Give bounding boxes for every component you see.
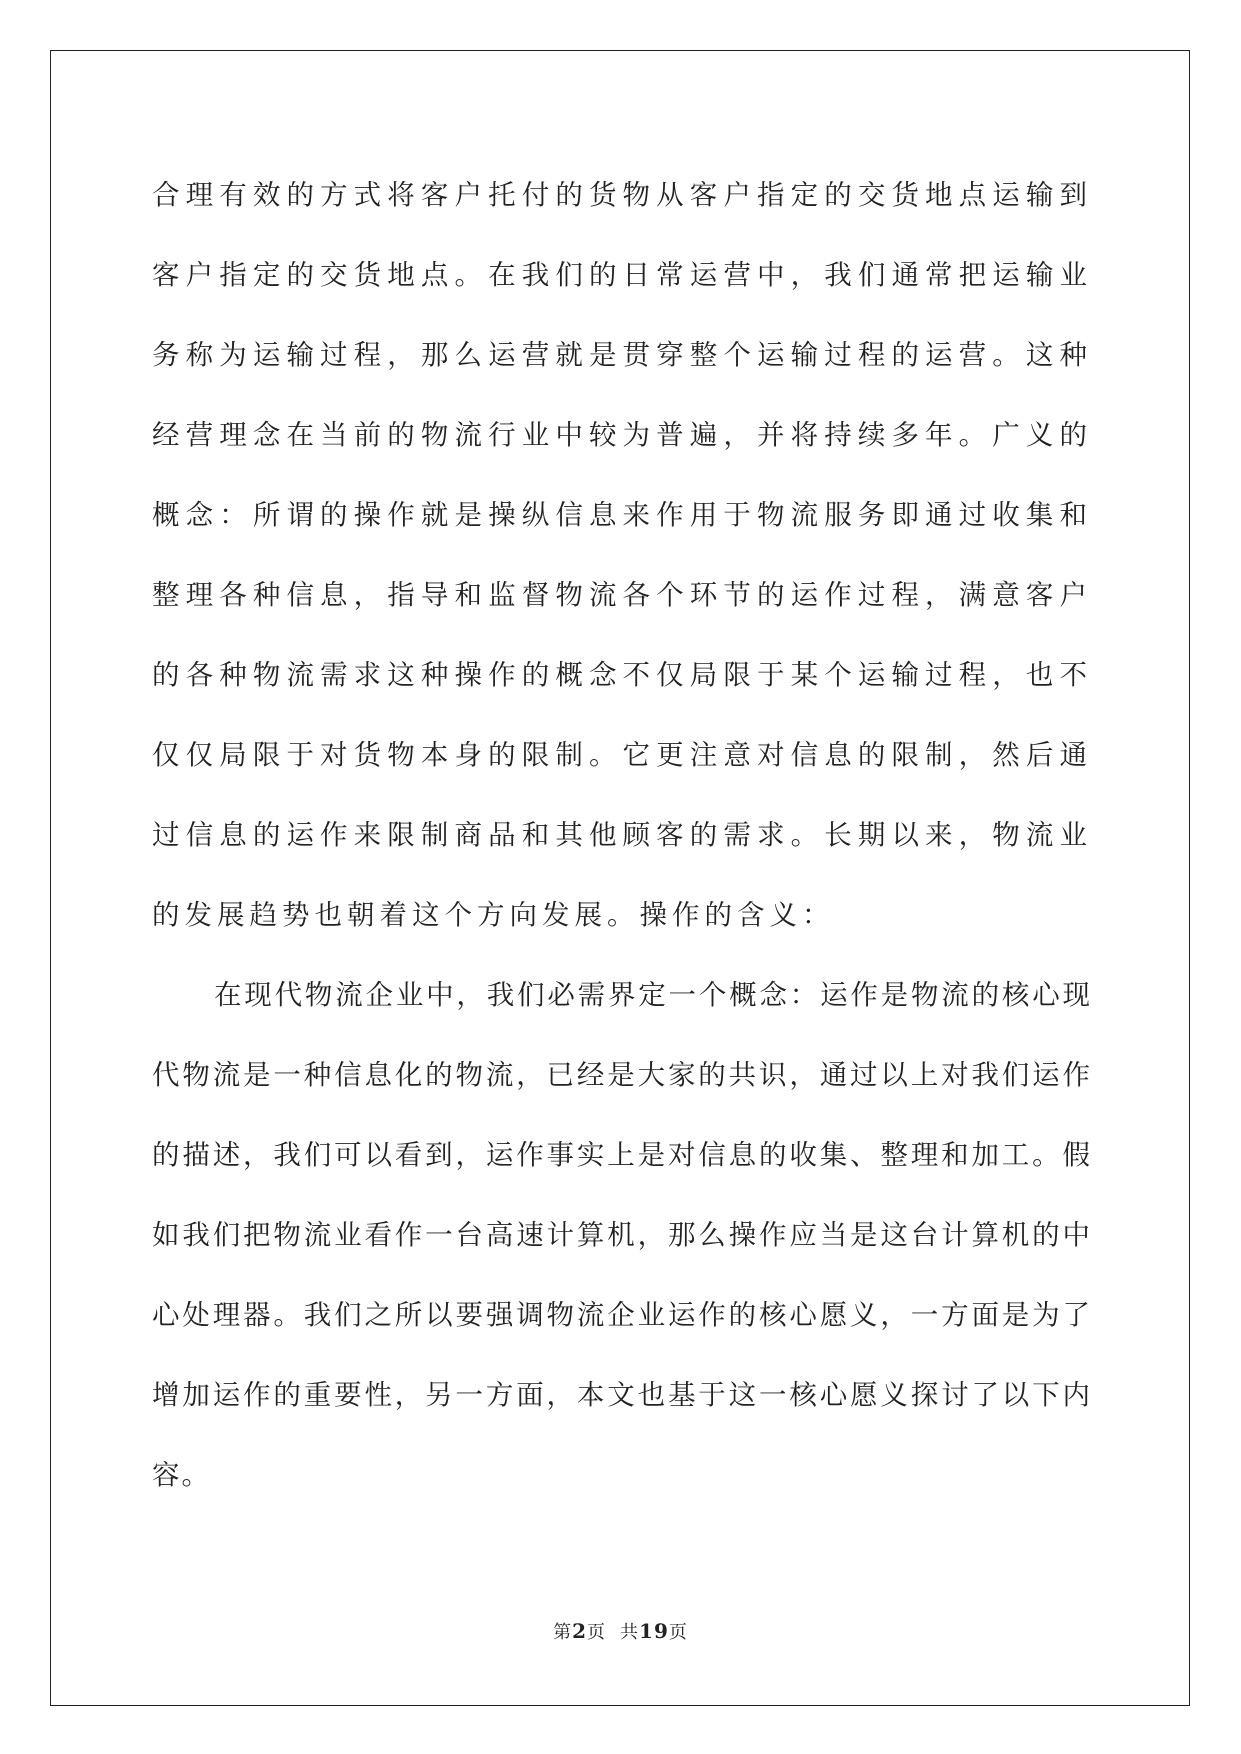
total-prefix: 共 [620, 1622, 640, 1643]
page-footer [0, 1618, 1241, 1644]
document-body [152, 155, 1092, 1515]
page-number: 2 [572, 1619, 588, 1643]
total-pages: 19 [639, 1619, 669, 1643]
paragraph-1: 合理有效的方式将客户托付的货物从客户指定的交货地点运输到客户指定的交货地点。在我们的日常运营中，我们通常把运输业务称为运输过程，那么运营就是贯穿整个运输过程的运营。这种经营理念在当前的物流行业中较为普遍，并将持续多年。广义的概念：所谓的操作就是操纵信息来作用于物流服务即通过收集和整理各种信息，指导和监督物流各个环节的运作过程，满意客户的各种物流需求这种操作的概念不仅局限于某个运输过程，也不仅仅局限于对货物本身的限制。它更注意对信息的限制，然后通过信息的运作来限制商品和其他顾客的需求。长期以来，物流业的发展趋势也朝着这个方向发展。操作的含义： [152, 179, 1092, 931]
page-unit: 页 [587, 1622, 607, 1643]
page-prefix: 第 [553, 1622, 573, 1643]
paragraph-2: 在现代物流企业中，我们必需界定一个概念：运作是物流的核心现代物流是一种信息化的物流，已经是大家的共识，通过以上对我们运作的描述，我们可以看到，运作事实上是对信息的收集、整理和加工。假如我们把物流业看作一台高速计算机，那么操作应当是这台计算机的中心处理器。我们之所以要强调物流企业运作的核心愿义，一方面是为了增加运作的重要性，另一方面，本文也基于这一核心愿义探讨了以下内容。 [152, 979, 1092, 1491]
total-unit: 页 [668, 1622, 688, 1643]
